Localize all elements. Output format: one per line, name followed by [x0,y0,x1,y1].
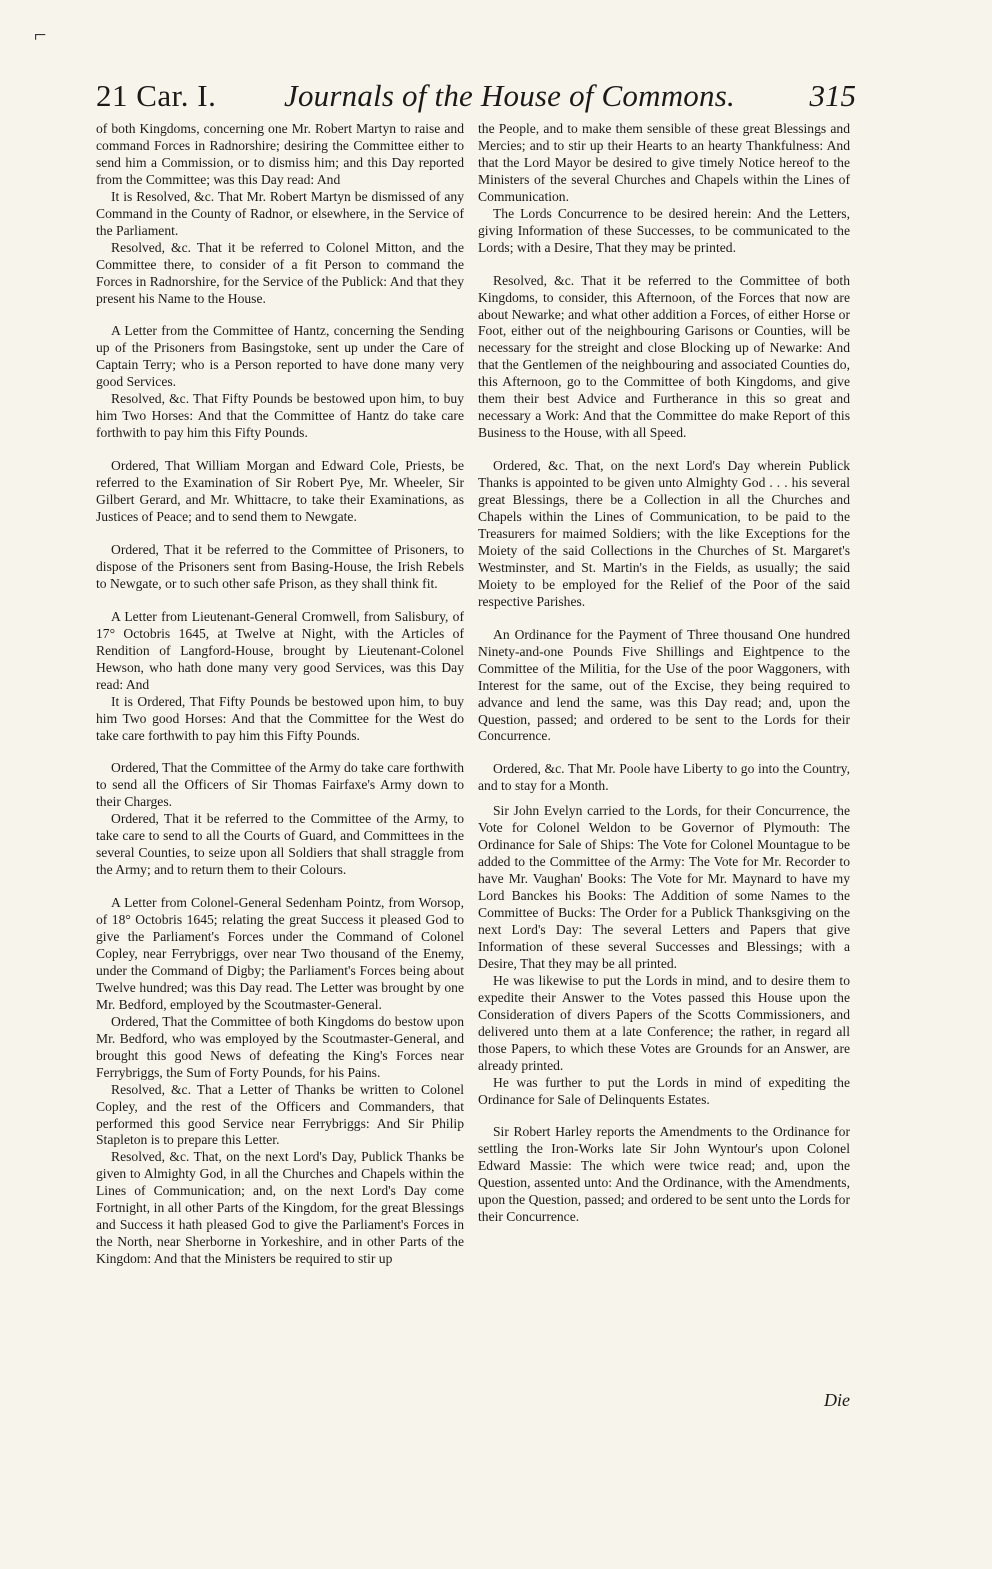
paragraph: A Letter from the Committee of Hantz, concerning the Sending up of the Prisoners from Basingstoke, sent up under the Care of Captain Terry; who is a Person reported to have done many very good Services. [96,323,464,390]
corner-mark: ⌐ [34,22,47,47]
right-column [478,121,850,1226]
paragraph: Ordered, That the Committee of both Kingdoms do bestow upon Mr. Bedford, who was employed by the Scoutmaster-General, and brought this good News of defeating the King's Forces near Ferrybriggs, the Sum of Forty Pounds, for his Pains. [96,1013,464,1080]
running-header [96,78,856,122]
paragraph: Sir Robert Harley reports the Amendments to the Ordinance for settling the Iron-Works late Sir John Wyntour's upon Colonel Edward Massie: The which were twice read; and, upon the Question, assented unto: And the Ordinance, with the Amendments, upon the Question, passed; and ordered to be sent unto the Lords for their Concurrence. [478,1124,850,1225]
paragraph: He was further to put the Lords in mind of expediting the Ordinance for Sale of Delinquents Estates. [478,1074,850,1107]
catchword: Die [824,1390,850,1410]
paragraph: Resolved, &c. That it be referred to the Committee of both Kingdoms, to consider, this Afternoon, of the Forces that now are about Newarke; and what other addition a Forces, of either Horse or Foot, either out of the neighbouring Garisons or Counties, will be necessary for the streight and close Blocking up of Newarke: And that the Gentlemen of the neighbouring and associated Counties do, this Afternoon, go to the Committee of both Kingdoms, and give them their best Advice and Furtherance in this so great and necessary a Work: And that the Committee do make Report of this Business to the House, with all Speed. [478,272,850,441]
paragraph: It is Resolved, &c. That Mr. Robert Martyn be dismissed of any Command in the County of Radnor, or elsewhere, in the Service of the Parliament. [96,188,464,238]
paragraph: of both Kingdoms, concerning one Mr. Robert Martyn to raise and command Forces in Radnorshire; desiring the Committee either to send him a Commission, or to dismiss him; and this Day reported from the Committee; was this Day read: And [96,121,464,187]
paragraph: Resolved, &c. That a Letter of Thanks be written to Colonel Copley, and the rest of the Officers and Commanders, that performed this good Service near Ferrybriggs: And Sir Philip Stapleton is to prepare this Letter. [96,1081,464,1148]
paragraph: Resolved, &c. That Fifty Pounds be bestowed upon him, to buy him Two Horses: And that the Committee of Hantz do take care forthwith to pay him this Fifty Pounds. [96,391,464,441]
paragraph: An Ordinance for the Payment of Three thousand One hundred Ninety-and-one Pounds Five Shillings and Eightpence to the Committee of the Militia, for the Use of the poor Waggoners, with Interest for the same, out of the Excise, they being required to advance and lend the same, was this Day read; and, upon the Question, passed; and ordered to be sent to the Lords for their Concurrence. [478,626,850,744]
paragraph: Ordered, &c. That Mr. Poole have Liberty to go into the Country, and to stay for a Month. [478,761,850,794]
paragraph: Resolved, &c. That, on the next Lord's Day, Publick Thanks be given to Almighty God, in all the Churches and Chapels within the Lines of Communication; and, on the next Lord's Day come Fortnight, in all other Parts of the Kingdom, for the great Blessings and Success it hath pleased God to give the Parliament's Forces in the North, near Sherborne in Yorkeshire, and in other Parts of the Kingdom: And that the Ministers be required to stir up [96,1149,464,1267]
paragraph: Sir John Evelyn carried to the Lords, for their Concurrence, the Vote for Colonel Weldon to be Governor of Plymouth: The Ordinance for Sale of Ships: The Vote for Colonel Mountague to be added to the Committee of the Army: The Vote for Mr. Recorder to have Mr. Vaughan' Books: The Vote for Mr. Maynard to have my Lord Banckes his Books: The Addition of some Names to the Committee of Bucks: The Order for a Publick Thanksgiving on the next Lord's Day: The several Letters and Papers that give Information of these several Successes and Blessings; with a Desire, That they may be all printed. [478,803,850,971]
paragraph: A Letter from Lieutenant-General Cromwell, from Salisbury, of 17° Octobris 1645, at Twelve at Night, with the Articles of Rendition of Langford-House, brought by Lieutenant-Colonel Hewson, who hath done many very good Services, was this Day read: And [96,608,464,692]
paragraph: He was likewise to put the Lords in mind, and to desire them to expedite their Answer to the Votes passed this House upon the Consideration of divers Papers of the Scotts Commissioners, and delivered unto them at a late Conference; the rather, in regard all those Papers, to which these Votes are Grounds for an Answer, are already printed. [478,972,850,1073]
paragraph: It is Ordered, That Fifty Pounds be bestowed upon him, to buy him Two good Horses: And that the Committee for the West do take care forthwith to pay him this Fifty Pounds. [96,693,464,743]
paragraph: Ordered, That William Morgan and Edward Cole, Priests, be referred to the Examination of Sir Robert Pye, Mr. Wheeler, Sir Gilbert Gerard, and Mr. Whittacre, to take their Examinations, as Justices of Peace; and to send them to Newgate. [96,458,464,525]
paragraph: Ordered, That it be referred to the Committee of the Army, to take care to send to all the Courts of Guard, and Committees in the several Counties, to seize upon all Soldiers that shall straggle from the Army; and to return them to their Colours. [96,811,464,878]
paragraph: Ordered, &c. That, on the next Lord's Day wherein Publick Thanks is appointed to be given unto Almighty God . . . his several great Blessings, there be a Collection in all the Churches and Chapels within the Lines of Communication, to be paid to the Treasurers for maimed Soldiers; with the like Exceptions for the Moiety of the said Collections in the Churches of St. Margaret's Westminster, and St. Martin's in the Fields, as usually; the said Moiety to be employed for the Relief of the Poor of the said respective Parishes. [478,458,850,609]
paragraph: the People, and to make them sensible of these great Blessings and Mercies; and to stir up their Hearts to an hearty Thankfulness: And that the Lord Mayor be desired to give timely Notice hereof to the Ministers of the several Churches and Chapels within the Lines of Communication. [478,121,850,204]
regnal-year: 21 Car. I. [96,78,217,113]
paragraph: Ordered, That it be referred to the Committee of Prisoners, to dispose of the Prisoners sent from Basing-House, the Irish Rebels to Newgate, or to such other safe Prison, as they shall think fit. [96,541,464,591]
left-column [96,121,464,1268]
paragraph: The Lords Concurrence to be desired herein: And the Letters, giving Information of these Successes, to be communicated to the Lords; with a Desire, That they may be printed. [478,205,850,255]
page-number: 315 [809,78,856,113]
paragraph: Resolved, &c. That it be referred to Colonel Mitton, and the Committee there, to consider of a fit Person to command the Forces in Radnorshire, for the Service of the Publick: And that they present his Name to the House. [96,239,464,306]
paragraph: Ordered, That the Committee of the Army do take care forthwith to send all the Officers of Sir Thomas Fairfaxe's Army down to their Charges. [96,760,464,810]
journal-title: Journals of the House of Commons. [284,78,735,113]
paragraph: A Letter from Colonel-General Sedenham Pointz, from Worsop, of 18° Octobris 1645; relating the great Success it pleased God to give the Parliament's Forces under the Command of Colonel Copley, near Ferrybriggs, over near Two thousand of the Enemy, under the Command of Digby; the Parliament's Forces being about Twelve hundred; was this Day read. The Letter was brought by one Mr. Bedford, employed by the Scoutmaster-General. [96,895,464,1012]
